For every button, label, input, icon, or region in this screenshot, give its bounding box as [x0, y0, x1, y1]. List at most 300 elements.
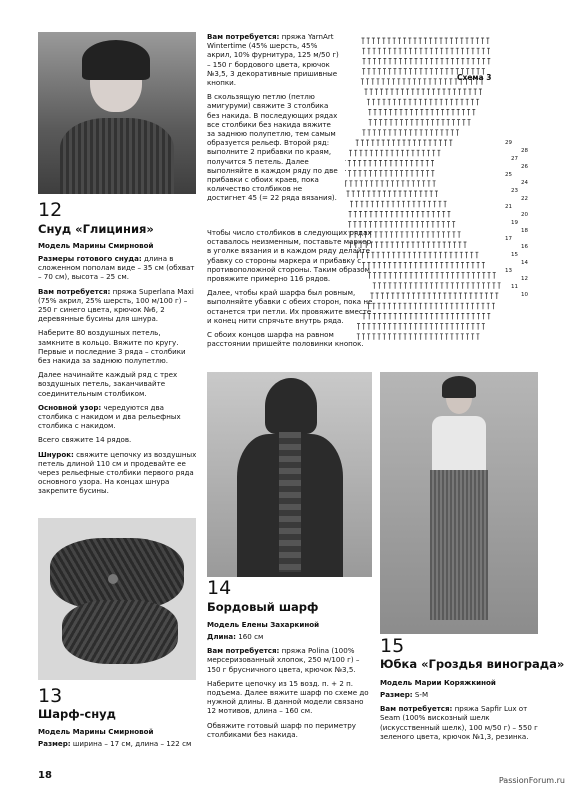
- stitch-symbol: [456, 273, 459, 279]
- stitch-symbol: [419, 324, 422, 330]
- stitch-symbol: [424, 38, 427, 44]
- stitch-symbol: [397, 293, 400, 299]
- stitch-symbol: [430, 130, 433, 136]
- stitch-symbol: [348, 171, 351, 177]
- stitch-symbol: [470, 252, 473, 258]
- stitch-symbol: [387, 140, 390, 146]
- stitch-symbol: [493, 273, 496, 279]
- stitch-symbol: [388, 48, 391, 54]
- stitch-symbol: [349, 211, 352, 217]
- stitch-symbol: [435, 334, 438, 340]
- stitch-symbol: [482, 303, 485, 309]
- scheme-row-number: 11: [511, 284, 518, 290]
- stitch-symbol: [357, 191, 360, 197]
- stitch-symbol: [400, 109, 403, 115]
- stitch-symbol: [394, 109, 397, 115]
- stitch-symbol: [390, 120, 393, 126]
- stitch-symbol: [435, 324, 438, 330]
- stitch-symbol: [359, 211, 362, 217]
- stitch-symbol: [397, 140, 400, 146]
- stitch-symbol: [352, 191, 355, 197]
- stitch-symbol: [398, 99, 401, 105]
- stitch-symbol: [371, 140, 374, 146]
- stitch-symbol: [430, 48, 433, 54]
- stitch-symbol: [451, 130, 454, 136]
- stitch-symbol: [406, 89, 409, 95]
- stitch-symbol: [434, 79, 437, 85]
- stitch-symbol: [487, 303, 490, 309]
- model-hair: [82, 40, 150, 80]
- stitch-symbol: [373, 262, 376, 268]
- stitch-symbol: [404, 191, 407, 197]
- stitch-symbol: [378, 262, 381, 268]
- stitch-symbol: [472, 109, 475, 115]
- stitch-symbol: [409, 191, 412, 197]
- stitch-symbol: [422, 150, 425, 156]
- stitch-symbol: [466, 262, 469, 268]
- stitch-symbol: [434, 252, 437, 258]
- stitch-symbol: [388, 99, 391, 105]
- stitch-symbol: [373, 273, 376, 279]
- stitch-symbol: [388, 38, 391, 44]
- scheme-row-number: 10: [521, 292, 528, 298]
- stitch-symbol: [457, 120, 460, 126]
- stitch-symbol: [487, 58, 490, 64]
- stitch-symbol: [417, 242, 420, 248]
- stitch-symbol: [466, 99, 469, 105]
- stitch-symbol: [371, 293, 374, 299]
- stitch-symbol: [397, 252, 400, 258]
- paragraph: Вам потребуется: пряжа Polina (100% мерсеризованный хлопок, 250 м/100 г) – 150 г брусничного цвета, крючок №3,5.: [207, 646, 360, 674]
- stitch-symbol: [399, 324, 402, 330]
- stitch-symbol: [446, 130, 449, 136]
- item-description-continued: [207, 32, 340, 208]
- stitch-symbol: [445, 99, 448, 105]
- stitch-symbol: [441, 273, 444, 279]
- stitch-symbol: [364, 232, 367, 238]
- stitch-symbol: [400, 232, 403, 238]
- stitch-symbol: [452, 120, 455, 126]
- stitch-symbol: [350, 201, 353, 207]
- stitch-symbol: [383, 99, 386, 105]
- stitch-symbol: [430, 69, 433, 75]
- stitch-symbol: [379, 222, 382, 228]
- stitch-symbol: [395, 211, 398, 217]
- stitch-symbol: [365, 242, 368, 248]
- stitch-symbol: [373, 58, 376, 64]
- stitch-symbol: [398, 38, 401, 44]
- stitch-symbol: [477, 324, 480, 330]
- stitch-symbol: [359, 150, 362, 156]
- stitch-symbol: [425, 262, 428, 268]
- stitch-symbol: [417, 150, 420, 156]
- stitch-symbol: [395, 171, 398, 177]
- stitch-symbol: [405, 171, 408, 177]
- stitch-symbol: [458, 89, 461, 95]
- stitch-symbol: [393, 324, 396, 330]
- stitch-symbol: [399, 313, 402, 319]
- stitch-symbol: [471, 262, 474, 268]
- stitch-symbol: [397, 79, 400, 85]
- stitch-symbol: [374, 109, 377, 115]
- stitch-symbol: [432, 211, 435, 217]
- stitch-symbol: [443, 242, 446, 248]
- stitch-symbol: [345, 171, 346, 177]
- stitch-symbol: [390, 232, 393, 238]
- item-number: 12: [38, 199, 63, 221]
- stitch-symbol: [399, 273, 402, 279]
- stitch-symbol: [414, 191, 417, 197]
- stitch-symbol: [370, 181, 373, 187]
- stitch-symbol: [348, 232, 351, 238]
- stitch-symbol: [404, 283, 407, 289]
- model-hair: [442, 376, 476, 398]
- stitch-symbol: [409, 99, 412, 105]
- stitch-symbol: [431, 171, 434, 177]
- stitch-symbol: [416, 211, 419, 217]
- stitch-symbol: [417, 89, 420, 95]
- stitch-symbol: [439, 252, 442, 258]
- stitch-symbol: [429, 99, 432, 105]
- stitch-symbol: [426, 232, 429, 238]
- stitch-symbol: [445, 262, 448, 268]
- stitch-symbol: [477, 283, 480, 289]
- stitch-symbol: [464, 293, 467, 299]
- stitch-symbol: [436, 120, 439, 126]
- stitch-symbol: [394, 313, 397, 319]
- stitch-symbol: [414, 324, 417, 330]
- stitch-symbol: [375, 181, 378, 187]
- item-title: Юбка «Гроздья винограда»: [380, 657, 565, 671]
- stitch-symbol: [440, 303, 443, 309]
- stitch-symbol: [390, 171, 393, 177]
- stitch-symbol: [373, 313, 376, 319]
- stitch-symbol: [377, 252, 380, 258]
- stitch-symbol: [414, 38, 417, 44]
- stitch-symbol: [401, 181, 404, 187]
- stitch-symbol: [394, 130, 397, 136]
- stitch-symbol: [404, 313, 407, 319]
- stitch-symbol: [401, 150, 404, 156]
- stitch-symbol: [404, 334, 407, 340]
- stitch-symbol: [378, 130, 381, 136]
- stitch-symbol: [445, 69, 448, 75]
- stitch-symbol: [476, 99, 479, 105]
- stitch-symbol: [451, 58, 454, 64]
- item-description: [38, 254, 198, 501]
- stitch-symbol: [419, 334, 422, 340]
- stitch-symbol: [362, 38, 365, 44]
- stitch-symbol: [399, 191, 402, 197]
- stitch-symbol: [413, 140, 416, 146]
- paragraph: Размеры готового снуда: длина в сложенном пополам виде – 35 см (обхват – 70 см), высота – 25 см.: [38, 254, 195, 282]
- stitch-symbol: [458, 232, 461, 238]
- stitch-symbol: [440, 48, 443, 54]
- stitch-symbol: [454, 293, 457, 299]
- stitch-symbol: [440, 130, 443, 136]
- stitch-symbol: [447, 232, 450, 238]
- stitch-symbol: [441, 58, 444, 64]
- scheme-row-number: 12: [521, 276, 528, 282]
- stitch-symbol: [377, 79, 380, 85]
- stitch-symbol: [400, 171, 403, 177]
- stitch-symbol: [425, 130, 428, 136]
- stitch-symbol: [368, 58, 371, 64]
- stitch-symbol: [490, 293, 493, 299]
- stitch-symbol: [366, 79, 369, 85]
- stitch-symbol: [422, 89, 425, 95]
- stitch-symbol: [379, 109, 382, 115]
- stitch-symbol: [451, 262, 454, 268]
- paragraph: Основной узор: чередуются два столбика с накидом и два рельефных столбика с накидом.: [38, 402, 181, 431]
- page-number: 18: [38, 770, 52, 781]
- paragraph: Чтобы число столбиков в следующих рядах оставалось неизменным, поставьте маркер в уголке вязания и в каждом ряду делайте убавку со стороны маркера и прибавку с противоположной стороны. Таким образом провяжите примерно 116 рядов.: [207, 228, 372, 284]
- stitch-symbol: [385, 89, 388, 95]
- stitch-symbol: [398, 303, 401, 309]
- stitch-symbol: [429, 79, 432, 85]
- paragraph: Шнурок: свяжите цепочку из воздушных петель длиной 110 см и продевайте ее через рельефные столбики первого ряда основного узора. На концах шнура закрепите бусины.: [38, 449, 197, 496]
- stitch-symbol: [432, 150, 435, 156]
- stitch-symbol: [421, 120, 424, 126]
- stitch-symbol: [372, 99, 375, 105]
- stitch-symbol: [447, 222, 450, 228]
- stitch-symbol: [430, 58, 433, 64]
- paragraph: Далее начинайте каждый ряд с трех воздушных петель, заканчивайте соединительным столбиком.: [38, 370, 178, 398]
- stitch-symbol: [464, 242, 467, 248]
- stitch-symbol: [439, 140, 442, 146]
- stitch-symbol: [430, 283, 433, 289]
- stitch-symbol: [436, 109, 439, 115]
- paragraph: С обоих концов шарфа на равном расстоянии пришейте половинки кнопок.: [207, 330, 364, 349]
- stitch-symbol: [414, 69, 417, 75]
- stitch-symbol: [374, 171, 377, 177]
- stitch-symbol: [377, 140, 380, 146]
- paragraph: Вам потребуется: пряжа Superlana Maxi (75% акрил, 25% шерсть, 100 м/100 г) – 250 г синего цвета, крючок №6, 2 деревянные бусины для шнура.: [38, 286, 194, 324]
- stitch-symbol: [446, 273, 449, 279]
- stitch-symbol: [449, 140, 452, 146]
- stitch-symbol: [391, 242, 394, 248]
- stitch-symbol: [426, 109, 429, 115]
- stitch-symbol: [406, 242, 409, 248]
- stitch-symbol: [406, 211, 409, 217]
- stitch-symbol: [430, 303, 433, 309]
- stitch-symbol: [446, 313, 449, 319]
- stitch-symbol: [378, 283, 381, 289]
- stitch-symbol: [362, 324, 365, 330]
- stitch-symbol: [408, 79, 411, 85]
- stitch-symbol: [472, 273, 475, 279]
- stitch-symbol: [427, 181, 430, 187]
- stitch-symbol: [472, 58, 475, 64]
- stitch-symbol: [393, 38, 396, 44]
- stitch-symbol: [364, 222, 367, 228]
- stitch-symbol: [425, 191, 428, 197]
- stitch-symbol: [452, 232, 455, 238]
- stitch-symbol: [404, 324, 407, 330]
- stitch-symbol: [466, 283, 469, 289]
- stitch-symbol: [421, 222, 424, 228]
- stitch-symbol: [349, 181, 352, 187]
- stitch-symbol: [386, 201, 389, 207]
- stitch-symbol: [382, 79, 385, 85]
- item-number: 15: [380, 635, 405, 657]
- stitch-symbol: [421, 171, 424, 177]
- stitch-symbol: [475, 252, 478, 258]
- stitch-symbol: [362, 130, 365, 136]
- stitch-symbol: [424, 303, 427, 309]
- stitch-symbol: [403, 99, 406, 105]
- stitch-symbol: [382, 140, 385, 146]
- stitch-symbol: [384, 109, 387, 115]
- stitch-symbol: [461, 324, 464, 330]
- stitch-symbol: [459, 293, 462, 299]
- stitch-symbol: [371, 252, 374, 258]
- stitch-symbol: [425, 48, 428, 54]
- stitch-symbol: [446, 283, 449, 289]
- stitch-symbol: [435, 69, 438, 75]
- stitch-symbol: [359, 171, 362, 177]
- watermark: PassionForum.ru: [498, 776, 565, 785]
- stitch-symbol: [363, 160, 366, 166]
- stitch-symbol: [447, 120, 450, 126]
- stitch-symbol: [440, 69, 443, 75]
- stitch-symbol: [380, 89, 383, 95]
- stitch-symbol: [428, 201, 431, 207]
- stitch-symbol: [433, 201, 436, 207]
- stitch-symbol: [448, 242, 451, 248]
- stitch-symbol: [438, 201, 441, 207]
- stitch-symbol: [418, 252, 421, 258]
- stitch-symbol: [461, 262, 464, 268]
- stitch-symbol: [420, 273, 423, 279]
- stitch-symbol: [369, 222, 372, 228]
- stitch-symbol: [411, 222, 414, 228]
- stitch-symbol: [369, 232, 372, 238]
- stitch-symbol: [379, 171, 382, 177]
- stitch-symbol: [376, 293, 379, 299]
- stitch-symbol: [358, 160, 361, 166]
- stitch-symbol: [409, 69, 412, 75]
- stitch-symbol: [433, 293, 436, 299]
- stitch-symbol: [417, 181, 420, 187]
- stitch-symbol: [437, 222, 440, 228]
- stitch-symbol: [391, 150, 394, 156]
- stitch-symbol: [432, 232, 435, 238]
- stitch-symbol: [492, 303, 495, 309]
- stitch-symbol: [378, 334, 381, 340]
- stitch-symbol: [393, 303, 396, 309]
- stitch-symbol: [440, 283, 443, 289]
- stitch-symbol: [434, 38, 437, 44]
- stitch-symbol: [429, 140, 432, 146]
- stitch-symbol: [451, 283, 454, 289]
- stitch-symbol: [362, 334, 365, 340]
- stitch-symbol: [482, 273, 485, 279]
- stitch-symbol: [487, 283, 490, 289]
- stitch-symbol: [414, 334, 417, 340]
- stitch-symbol: [420, 58, 423, 64]
- scheme-row-number: 14: [521, 260, 528, 266]
- stitch-symbol: [455, 38, 458, 44]
- stitch-symbol: [477, 313, 480, 319]
- stitch-symbol: [425, 324, 428, 330]
- stitch-symbol: [348, 222, 351, 228]
- paragraph: Вам потребуется: пряжа YarnArt Wintertime (45% шерсть, 45% акрил, 10% фурнитура, 125 м/50 г) – 150 г бордового цвета, крючок №3,5, 3 декоративные пришивные кнопки.: [207, 32, 339, 88]
- stitch-symbol: [361, 79, 364, 85]
- stitch-symbol: [431, 120, 434, 126]
- stitch-symbol: [445, 38, 448, 44]
- stitch-symbol: [378, 48, 381, 54]
- stitch-symbol: [430, 273, 433, 279]
- paragraph: Наберите 80 воздушных петель, замкните в кольцо. Вяжите по кругу. Первые и последние 3 ряда – столбики без накида за заднюю полупетлю.: [38, 328, 186, 366]
- stitch-symbol: [370, 242, 373, 248]
- stitch-symbol: [469, 293, 472, 299]
- stitch-symbol: [367, 38, 370, 44]
- stitch-symbol: [440, 262, 443, 268]
- stitch-symbol: [374, 160, 377, 166]
- stitch-symbol: [475, 293, 478, 299]
- stitch-symbol: [393, 262, 396, 268]
- stitch-symbol: [416, 222, 419, 228]
- stitch-symbol: [487, 313, 490, 319]
- scheme-row-number: 28: [521, 148, 528, 154]
- stitch-symbol: [403, 79, 406, 85]
- stitch-symbol: [427, 211, 430, 217]
- stitch-symbol: [434, 140, 437, 146]
- stitch-symbol: [453, 242, 456, 248]
- stitch-symbol: [392, 201, 395, 207]
- stitch-symbol: [450, 303, 453, 309]
- item-number: 14: [207, 577, 232, 599]
- stitch-symbol: [430, 262, 433, 268]
- scheme-row-number: 29: [505, 140, 512, 146]
- stitch-symbol: [396, 89, 399, 95]
- stitch-symbol: [435, 313, 438, 319]
- stitch-symbol: [383, 191, 386, 197]
- stitch-symbol: [360, 201, 363, 207]
- stitch-symbol: [366, 201, 369, 207]
- stitch-symbol: [435, 58, 438, 64]
- item-title: Шарф-снуд: [38, 707, 116, 721]
- stitch-symbol: [353, 160, 356, 166]
- stitch-symbol: [367, 191, 370, 197]
- model-hair: [265, 378, 317, 434]
- stitch-symbol: [369, 160, 372, 166]
- stitch-symbol: [383, 48, 386, 54]
- stitch-symbol: [405, 120, 408, 126]
- stitch-symbol: [423, 293, 426, 299]
- stitch-symbol: [477, 262, 480, 268]
- stitch-symbol: [374, 222, 377, 228]
- stitch-symbol: [409, 48, 412, 54]
- scheme-row-number: 23: [511, 188, 518, 194]
- stitch-symbol: [388, 334, 391, 340]
- stitch-symbol: [452, 109, 455, 115]
- stitch-symbol: [495, 293, 498, 299]
- model-top: [432, 416, 486, 472]
- stitch-symbol: [372, 303, 375, 309]
- stitch-symbol: [419, 191, 422, 197]
- stitch-symbol: [367, 262, 370, 268]
- stitch-symbol: [383, 58, 386, 64]
- stitch-symbol: [409, 303, 412, 309]
- stitch-symbol: [356, 252, 359, 258]
- stitch-symbol: [442, 232, 445, 238]
- stitch-symbol: [476, 303, 479, 309]
- stitch-symbol: [410, 120, 413, 126]
- stitch-symbol: [471, 303, 474, 309]
- stitch-symbol: [431, 160, 434, 166]
